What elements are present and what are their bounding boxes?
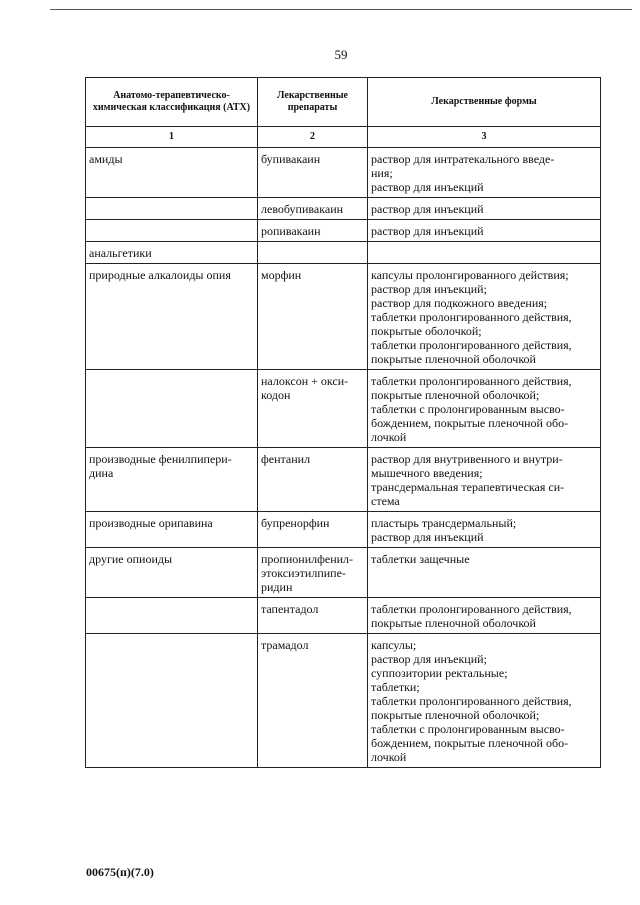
table-row [86, 548, 601, 598]
cell-forms-line: раствор для интратекального введе- [371, 152, 555, 166]
table-row [86, 264, 601, 370]
cell-forms-line: капсулы пролонгированного действия; [371, 268, 569, 282]
table-row [86, 148, 601, 198]
cell-forms-line: раствор для инъекций [371, 202, 484, 216]
cell-forms [368, 370, 601, 448]
cell-atc [86, 634, 258, 768]
cell-forms [368, 242, 601, 264]
header-drugs [258, 78, 368, 127]
cell-forms-line: капсулы; [371, 638, 417, 652]
cell-drug-line: бупивакаин [261, 152, 321, 166]
column-number: 1 [86, 127, 258, 148]
header-atc-line: Анатомо-терапевтическо- [113, 90, 230, 101]
cell-drug-line: тапентадол [261, 602, 319, 616]
cell-atc [86, 512, 258, 548]
cell-atc-line: производные фенилпипери- [89, 452, 232, 466]
cell-drug [258, 448, 368, 512]
cell-drug [258, 598, 368, 634]
cell-forms-line: таблетки пролонгированного действия, [371, 310, 572, 324]
cell-drug [258, 242, 368, 264]
table-body [86, 148, 601, 768]
cell-forms [368, 598, 601, 634]
cell-forms-line: бождением, покрытые пленочной обо- [371, 736, 569, 750]
cell-drug [258, 548, 368, 598]
cell-forms-line: покрытые пленочной оболочкой [371, 352, 536, 366]
cell-drug [258, 148, 368, 198]
cell-drug-line: ридин [261, 580, 293, 594]
cell-forms-line: суппозитории ректальные; [371, 666, 508, 680]
cell-atc [86, 370, 258, 448]
header-drugs-line: препараты [287, 102, 338, 113]
cell-forms-line: покрытые пленочной оболочкой; [371, 388, 540, 402]
table-row [86, 198, 601, 220]
cell-forms-line: раствор для инъекций [371, 530, 484, 544]
cell-atc-line: производные орипавина [89, 516, 213, 530]
cell-forms [368, 148, 601, 198]
cell-forms [368, 220, 601, 242]
cell-forms [368, 198, 601, 220]
cell-forms-line: трансдермальная терапевтическая си- [371, 480, 565, 494]
cell-atc-line: амиды [89, 152, 123, 166]
cell-atc [86, 198, 258, 220]
cell-forms [368, 512, 601, 548]
cell-forms [368, 264, 601, 370]
table-header-row [86, 78, 601, 127]
table-row [86, 634, 601, 768]
cell-forms-line: таблетки с пролонгированным высво- [371, 722, 565, 736]
cell-forms-line: таблетки пролонгированного действия, [371, 338, 572, 352]
table-row [86, 512, 601, 548]
header-drugs-line: Лекарственные [277, 90, 348, 101]
cell-forms-line: пластырь трансдермальный; [371, 516, 517, 530]
cell-forms-line: покрытые пленочной оболочкой; [371, 708, 540, 722]
cell-drug-line: левобупивакаин [261, 202, 344, 216]
cell-drug [258, 370, 368, 448]
cell-forms-line: таблетки пролонгированного действия, [371, 602, 572, 616]
cell-atc [86, 264, 258, 370]
cell-forms [368, 634, 601, 768]
cell-drug-line: морфин [261, 268, 302, 282]
cell-forms-line: раствор для инъекций [371, 224, 484, 238]
cell-atc [86, 220, 258, 242]
header-forms [368, 78, 601, 127]
cell-drug-line: этоксиэтилпипе- [261, 566, 346, 580]
cell-drug-line: бупренорфин [261, 516, 330, 530]
cell-atc [86, 448, 258, 512]
cell-atc-line: дина [89, 466, 114, 480]
cell-forms-line: таблетки с пролонгированным высво- [371, 402, 565, 416]
cell-atc-line: другие опиоиды [89, 552, 173, 566]
column-number-row [86, 127, 601, 148]
cell-forms-line: раствор для инъекций; [371, 282, 487, 296]
cell-atc [86, 598, 258, 634]
cell-drug-line: кодон [261, 388, 291, 402]
header-atc-line: (АТХ) [223, 102, 251, 113]
cell-drug [258, 198, 368, 220]
cell-drug-line: налоксон + окси- [261, 374, 349, 388]
table-row [86, 220, 601, 242]
table-row [86, 598, 601, 634]
cell-forms-line: раствор для инъекций [371, 180, 484, 194]
cell-atc [86, 242, 258, 264]
cell-forms-line: лочкой [371, 430, 407, 444]
cell-atc-line: анальгетики [89, 246, 152, 260]
top-rule [50, 9, 632, 10]
drug-table [85, 77, 601, 768]
cell-drug-line: фентанил [261, 452, 311, 466]
cell-forms-line: раствор для подкожного введения; [371, 296, 548, 310]
cell-drug-line: ропивакаин [261, 224, 321, 238]
cell-drug [258, 264, 368, 370]
cell-forms-line: ния; [371, 166, 393, 180]
cell-forms-line: таблетки; [371, 680, 420, 694]
cell-forms-line: таблетки пролонгированного действия, [371, 694, 572, 708]
column-number: 3 [368, 127, 601, 148]
header-atc-line: химическая классификация [92, 102, 221, 113]
cell-forms-line: покрытые оболочкой; [371, 324, 482, 338]
cell-atc-line: природные алкалоиды опия [89, 268, 231, 282]
cell-forms-line: лочкой [371, 750, 407, 764]
cell-drug-line: трамадол [261, 638, 309, 652]
page-number: 59 [334, 47, 348, 62]
cell-forms-line: раствор для внутривенного и внутри- [371, 452, 563, 466]
cell-drug [258, 220, 368, 242]
header-atc [86, 78, 258, 127]
cell-drug [258, 512, 368, 548]
header-forms-line: Лекарственные формы [431, 96, 537, 107]
cell-drug [258, 634, 368, 768]
cell-forms-line: мышечного введения; [371, 466, 483, 480]
cell-forms [368, 448, 601, 512]
cell-forms-line: таблетки защечные [371, 552, 470, 566]
footer-document-code: 00675(п)(7.0) [86, 865, 154, 879]
cell-forms-line: стема [371, 494, 400, 508]
table-row [86, 370, 601, 448]
table-row [86, 242, 601, 264]
cell-forms-line: таблетки пролонгированного действия, [371, 374, 572, 388]
cell-forms [368, 548, 601, 598]
column-number: 2 [258, 127, 368, 148]
table-row [86, 448, 601, 512]
cell-atc [86, 148, 258, 198]
cell-forms-line: покрытые пленочной оболочкой [371, 616, 536, 630]
cell-atc [86, 548, 258, 598]
cell-drug-line: пропионилфенил- [261, 552, 354, 566]
cell-forms-line: раствор для инъекций; [371, 652, 487, 666]
cell-forms-line: бождением, покрытые пленочной обо- [371, 416, 569, 430]
